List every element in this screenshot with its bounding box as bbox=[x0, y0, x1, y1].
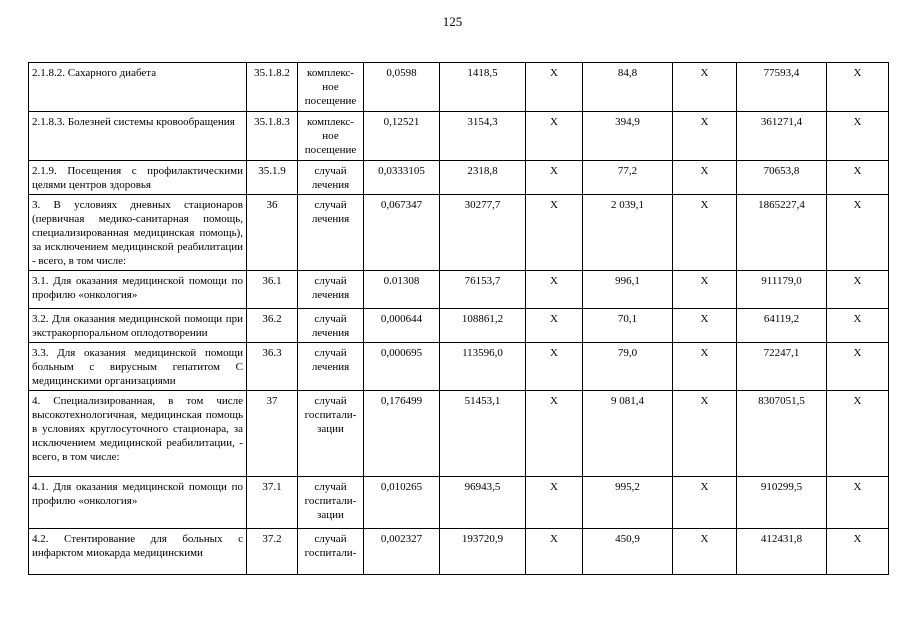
x-mark-cell: Х bbox=[673, 477, 737, 529]
row-unit-cell: комплекс-ное посещение bbox=[298, 112, 364, 161]
total-cost-cell: 412431,8 bbox=[737, 529, 827, 575]
table-row bbox=[29, 63, 889, 112]
table-row bbox=[29, 195, 889, 271]
x-mark-cell: Х bbox=[673, 112, 737, 161]
x-mark-cell: Х bbox=[526, 309, 583, 343]
table-row bbox=[29, 161, 889, 195]
norm-value-cell: 0,0598 bbox=[364, 63, 440, 112]
cost-per-unit-cell: 113596,0 bbox=[440, 343, 526, 391]
per-capita-cell: 77,2 bbox=[583, 161, 673, 195]
cost-per-unit-cell: 51453,1 bbox=[440, 391, 526, 477]
x-mark-cell: Х bbox=[827, 309, 889, 343]
total-cost-cell: 8307051,5 bbox=[737, 391, 827, 477]
norm-value-cell: 0,000695 bbox=[364, 343, 440, 391]
table-row bbox=[29, 343, 889, 391]
data-table bbox=[28, 62, 889, 575]
x-mark-cell: Х bbox=[673, 309, 737, 343]
x-mark-cell: Х bbox=[827, 195, 889, 271]
row-code-cell: 37.2 bbox=[247, 529, 298, 575]
per-capita-cell: 2 039,1 bbox=[583, 195, 673, 271]
row-name-cell: 3.1. Для оказания медицинской помощи по профилю «онкология» bbox=[29, 271, 247, 309]
total-cost-cell: 1865227,4 bbox=[737, 195, 827, 271]
cost-per-unit-cell: 30277,7 bbox=[440, 195, 526, 271]
norm-value-cell: 0,12521 bbox=[364, 112, 440, 161]
table-row bbox=[29, 529, 889, 575]
cost-per-unit-cell: 3154,3 bbox=[440, 112, 526, 161]
table-row bbox=[29, 309, 889, 343]
table-row bbox=[29, 112, 889, 161]
x-mark-cell: Х bbox=[526, 271, 583, 309]
row-name-cell: 2.1.8.2. Сахарного диабета bbox=[29, 63, 247, 112]
row-name-cell: 2.1.8.3. Болезней системы кровообращения bbox=[29, 112, 247, 161]
x-mark-cell: Х bbox=[526, 63, 583, 112]
x-mark-cell: Х bbox=[673, 161, 737, 195]
x-mark-cell: Х bbox=[526, 477, 583, 529]
row-name-cell: 4.1. Для оказания медицинской помощи по профилю «онкология» bbox=[29, 477, 247, 529]
norm-value-cell: 0,002327 bbox=[364, 529, 440, 575]
cost-per-unit-cell: 1418,5 bbox=[440, 63, 526, 112]
x-mark-cell: Х bbox=[526, 161, 583, 195]
total-cost-cell: 77593,4 bbox=[737, 63, 827, 112]
row-name-cell: 2.1.9. Посещения с профилактическими целями центров здоровья bbox=[29, 161, 247, 195]
cost-per-unit-cell: 193720,9 bbox=[440, 529, 526, 575]
table-body bbox=[29, 63, 889, 575]
row-name-cell: 4. Специализированная, в том числе высокотехнологичная, медицинская помощь в условиях круглосуточного стационара, за исключением медицинской реабилитации, - всего, в том числе: bbox=[29, 391, 247, 477]
total-cost-cell: 361271,4 bbox=[737, 112, 827, 161]
row-code-cell: 37.1 bbox=[247, 477, 298, 529]
x-mark-cell: Х bbox=[673, 63, 737, 112]
row-unit-cell: случай лечения bbox=[298, 343, 364, 391]
row-code-cell: 36.3 bbox=[247, 343, 298, 391]
x-mark-cell: Х bbox=[673, 391, 737, 477]
norm-value-cell: 0,176499 bbox=[364, 391, 440, 477]
row-code-cell: 37 bbox=[247, 391, 298, 477]
total-cost-cell: 64119,2 bbox=[737, 309, 827, 343]
row-unit-cell: комплекс-ное посещение bbox=[298, 63, 364, 112]
x-mark-cell: Х bbox=[673, 195, 737, 271]
cost-per-unit-cell: 76153,7 bbox=[440, 271, 526, 309]
total-cost-cell: 72247,1 bbox=[737, 343, 827, 391]
x-mark-cell: Х bbox=[526, 112, 583, 161]
x-mark-cell: Х bbox=[827, 271, 889, 309]
x-mark-cell: Х bbox=[526, 343, 583, 391]
row-unit-cell: случай госпитали-зации bbox=[298, 477, 364, 529]
x-mark-cell: Х bbox=[827, 477, 889, 529]
cost-per-unit-cell: 108861,2 bbox=[440, 309, 526, 343]
per-capita-cell: 996,1 bbox=[583, 271, 673, 309]
cost-per-unit-cell: 2318,8 bbox=[440, 161, 526, 195]
x-mark-cell: Х bbox=[827, 63, 889, 112]
x-mark-cell: Х bbox=[827, 112, 889, 161]
row-name-cell: 3.3. Для оказания медицинской помощи больным с вирусным гепатитом С медицинскими организациями bbox=[29, 343, 247, 391]
norm-value-cell: 0.01308 bbox=[364, 271, 440, 309]
cost-per-unit-cell: 96943,5 bbox=[440, 477, 526, 529]
row-code-cell: 36 bbox=[247, 195, 298, 271]
x-mark-cell: Х bbox=[827, 161, 889, 195]
row-unit-cell: случай госпитали- bbox=[298, 529, 364, 575]
x-mark-cell: Х bbox=[526, 529, 583, 575]
norm-value-cell: 0,010265 bbox=[364, 477, 440, 529]
x-mark-cell: Х bbox=[827, 343, 889, 391]
table-row bbox=[29, 391, 889, 477]
x-mark-cell: Х bbox=[526, 391, 583, 477]
row-code-cell: 35.1.8.3 bbox=[247, 112, 298, 161]
row-code-cell: 35.1.9 bbox=[247, 161, 298, 195]
row-name-cell: 3. В условиях дневных стационаров (первичная медико-санитарная помощь, специализированная медицинская помощь), за исключением медицинской реабилитации - всего, в том числе: bbox=[29, 195, 247, 271]
x-mark-cell: Х bbox=[526, 195, 583, 271]
per-capita-cell: 450,9 bbox=[583, 529, 673, 575]
x-mark-cell: Х bbox=[827, 391, 889, 477]
per-capita-cell: 9 081,4 bbox=[583, 391, 673, 477]
row-unit-cell: случай госпитали-зации bbox=[298, 391, 364, 477]
total-cost-cell: 910299,5 bbox=[737, 477, 827, 529]
row-unit-cell: случай лечения bbox=[298, 309, 364, 343]
x-mark-cell: Х bbox=[673, 271, 737, 309]
x-mark-cell: Х bbox=[673, 343, 737, 391]
total-cost-cell: 70653,8 bbox=[737, 161, 827, 195]
norm-value-cell: 0,000644 bbox=[364, 309, 440, 343]
row-unit-cell: случай лечения bbox=[298, 195, 364, 271]
row-code-cell: 35.1.8.2 bbox=[247, 63, 298, 112]
row-code-cell: 36.2 bbox=[247, 309, 298, 343]
per-capita-cell: 84,8 bbox=[583, 63, 673, 112]
total-cost-cell: 911179,0 bbox=[737, 271, 827, 309]
x-mark-cell: Х bbox=[827, 529, 889, 575]
row-unit-cell: случай лечения bbox=[298, 161, 364, 195]
table-row bbox=[29, 477, 889, 529]
row-name-cell: 3.2. Для оказания медицинской помощи при экстракорпоральном оплодотворении bbox=[29, 309, 247, 343]
per-capita-cell: 394,9 bbox=[583, 112, 673, 161]
per-capita-cell: 79,0 bbox=[583, 343, 673, 391]
page-number: 125 bbox=[442, 14, 463, 29]
norm-value-cell: 0,0333105 bbox=[364, 161, 440, 195]
row-code-cell: 36.1 bbox=[247, 271, 298, 309]
table-row bbox=[29, 271, 889, 309]
norm-value-cell: 0,067347 bbox=[364, 195, 440, 271]
x-mark-cell: Х bbox=[673, 529, 737, 575]
row-name-cell: 4.2. Стентирование для больных с инфарктом миокарда медицинскими bbox=[29, 529, 247, 575]
row-unit-cell: случай лечения bbox=[298, 271, 364, 309]
per-capita-cell: 995,2 bbox=[583, 477, 673, 529]
per-capita-cell: 70,1 bbox=[583, 309, 673, 343]
